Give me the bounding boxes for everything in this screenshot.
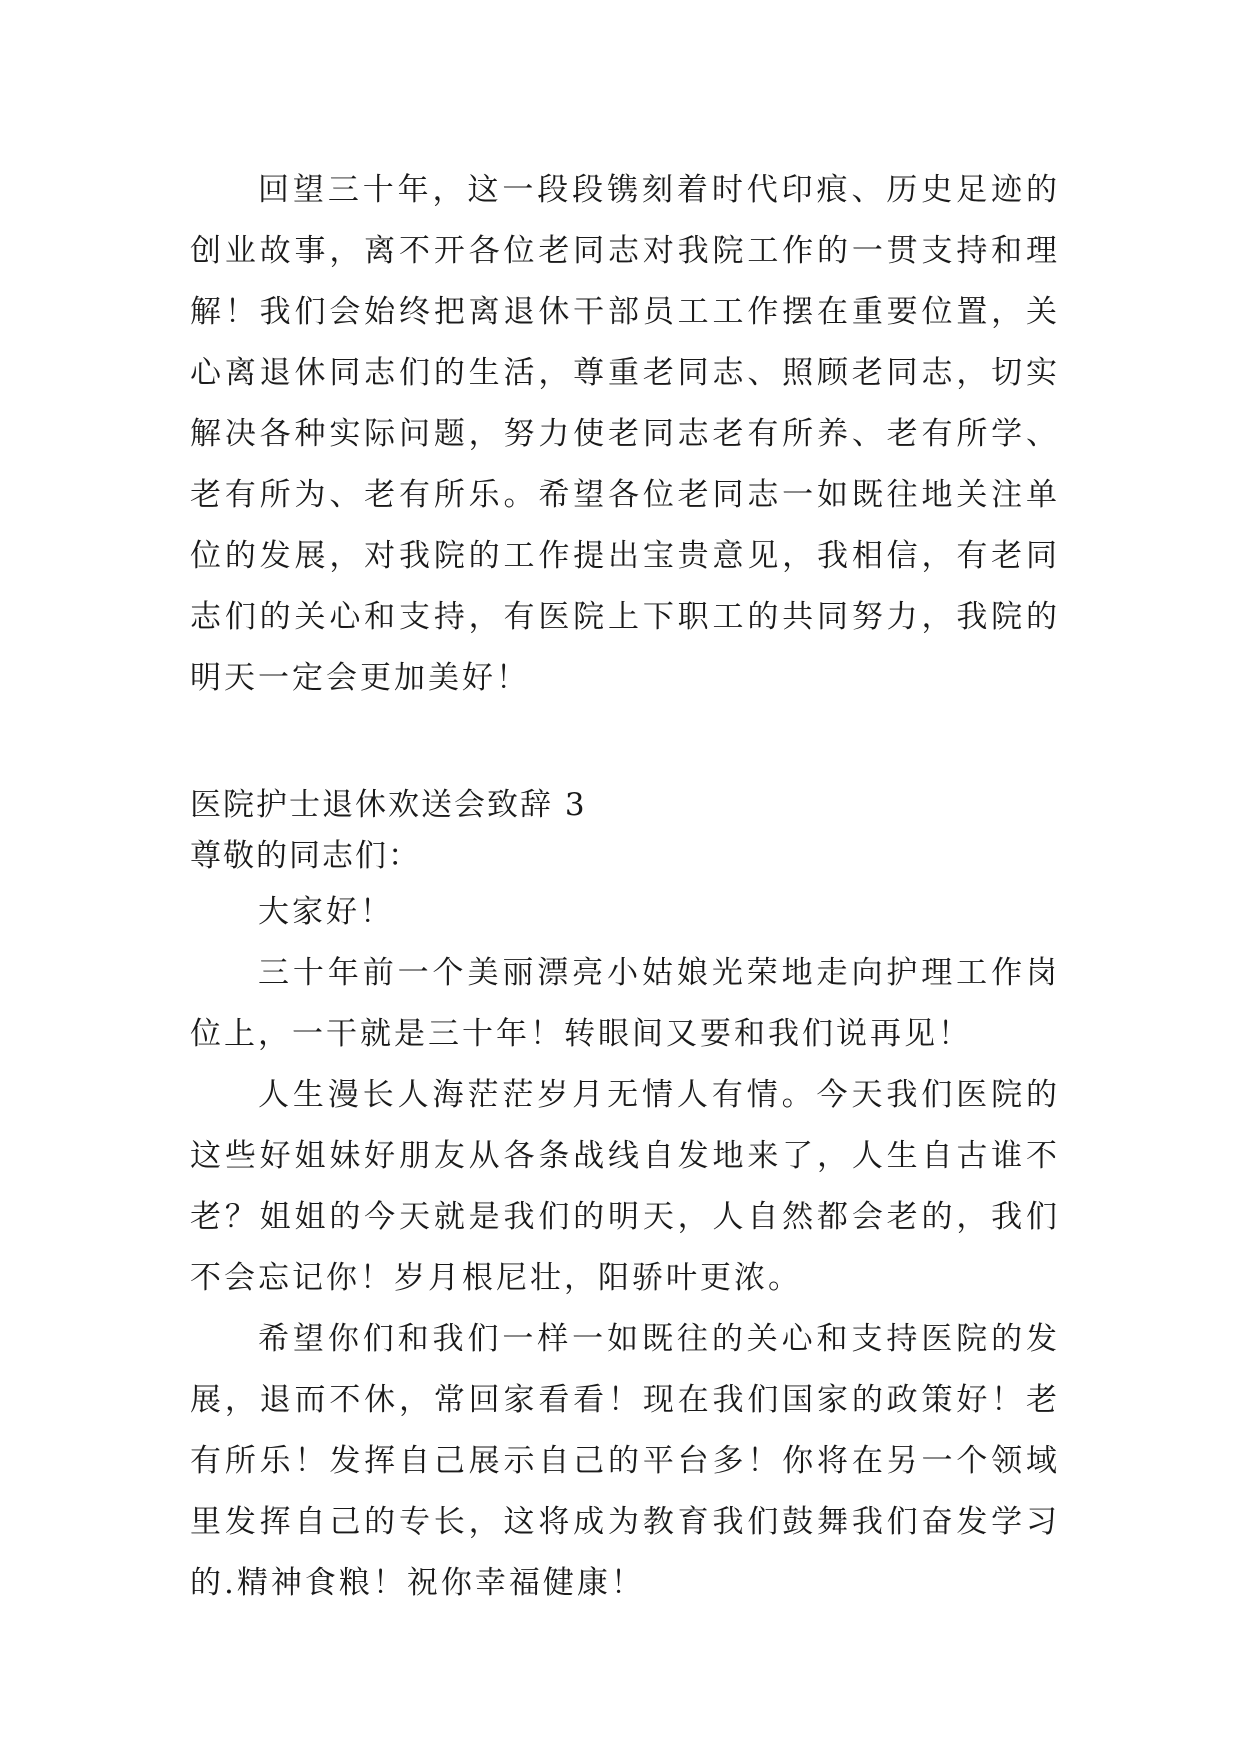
document-page [190,160,1060,1614]
section-title: 医院护士退休欢送会致辞 3 [190,787,587,823]
salutation: 尊敬的同志们： [190,838,421,874]
paragraph-1: 回望三十年，这一段段镌刻着时代印痕、历史足迹的创业故事，离不开各位老同志对我院工作的一贯支持和理解！我们会始终把离退休干部员工工作摆在重要位置，关心离退休同志们的生活，尊重老同志、照顾老同志，切实解决各种实际问题，努力使老同志老有所养、老有所学、老有所为、老有所乐。希望各位老同志一如既往地关注单位的发展，对我院的工作提出宝贵意见，我相信，有老同志们的关心和支持，有医院上下职工的共同努力，我院的明天一定会更加美好！ [190,172,1060,696]
section-spacer [190,709,1060,780]
greeting: 大家好！ [258,894,394,930]
paragraph-3: 人生漫长人海茫茫岁月无情人有情。今天我们医院的这些好姐妹好朋友从各条战线自发地来了，人生自古谁不老？姐姐的今天就是我们的明天，人自然都会老的，我们不会忘记你！岁月根尼壮，阳骄叶更浓。 [190,1077,1060,1296]
paragraph-4: 希望你们和我们一样一如既往的关心和支持医院的发展，退而不休，常回家看看！现在我们国家的政策好！老有所乐！发挥自己展示自己的平台多！你将在另一个领域里发挥自己的专长，这将成为教育我们鼓舞我们奋发学习的.精神食粮！祝你幸福健康！ [190,1321,1060,1601]
paragraph-2: 三十年前一个美丽漂亮小姑娘光荣地走向护理工作岗位上，一干就是三十年！转眼间又要和我们说再见！ [190,955,1060,1052]
